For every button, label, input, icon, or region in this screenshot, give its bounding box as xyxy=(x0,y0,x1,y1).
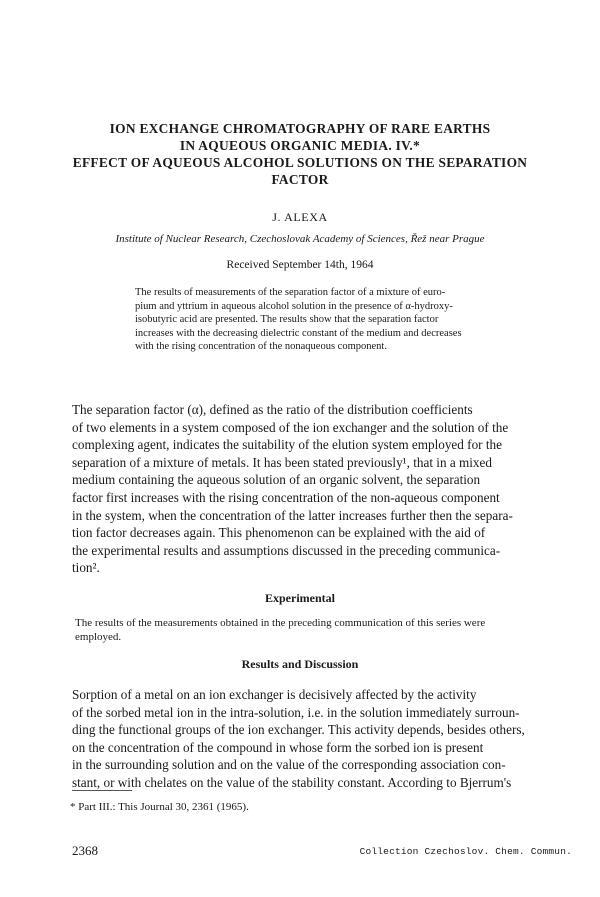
footnote: * Part III.: This Journal 30, 2361 (1965). xyxy=(70,801,249,813)
title-line: FACTOR xyxy=(271,172,329,187)
body-line: the experimental results and assumptions discussed in the preceding communica- xyxy=(72,542,501,558)
received-date: Received September 14th, 1964 xyxy=(226,259,374,271)
title-line: EFFECT OF AQUEOUS ALCOHOL SOLUTIONS ON THE SEPARATION xyxy=(72,155,528,170)
journal-footer: Collection Czechoslov. Chem. Commun. xyxy=(359,846,572,857)
abstract-line: isobutyric acid are presented. The results show that the separation factor xyxy=(135,314,439,326)
body-line: separation of a mixture of metals. It has been stated previously¹, that in a mixed xyxy=(72,454,492,470)
title-line: ION EXCHANGE CHROMATOGRAPHY OF RARE EARTHS xyxy=(109,121,491,136)
article-title xyxy=(40,120,560,188)
body-line: The separation factor (α), defined as the ratio of the distribution coefficients xyxy=(72,402,473,417)
intro-paragraph xyxy=(72,401,576,577)
title-line: IN AQUEOUS ORGANIC MEDIA. IV.* xyxy=(179,138,421,153)
body-line: tion². xyxy=(72,560,100,576)
section-heading-experimental: Experimental xyxy=(265,591,335,605)
body-line: The results of the measurements obtained in the preceding communication of this series were xyxy=(75,617,486,629)
abstract-line: with the rising concentration of the nonaqueous component. xyxy=(135,341,387,353)
abstract xyxy=(135,286,525,354)
section-heading-results: Results and Discussion xyxy=(241,657,359,671)
body-line: of two elements in a system composed of the ion exchanger and the solution of the xyxy=(72,419,509,435)
body-line: of the sorbed metal ion in the intra-solution, i.e. in the solution immediately surroun- xyxy=(72,704,520,720)
body-line: complexing agent, indicates the suitability of the elution system employed for the xyxy=(72,437,502,453)
body-line: in the system, when the concentration of the latter increases further then the separa- xyxy=(72,507,513,523)
experimental-paragraph xyxy=(75,616,575,644)
results-paragraph xyxy=(72,686,576,792)
abstract-line: pium and yttrium in aqueous alcohol solution in the presence of α-hydroxy- xyxy=(135,300,453,312)
author-affiliation: Institute of Nuclear Research, Czechoslovak Academy of Sciences, Řež near Prague xyxy=(115,233,485,245)
page-number: 2368 xyxy=(72,843,98,858)
abstract-line: increases with the decreasing dielectric constant of the medium and decreases xyxy=(135,327,462,339)
body-line: employed. xyxy=(75,631,122,643)
body-line: ding the functional groups of the ion exchanger. This activity depends, besides others, xyxy=(72,722,525,738)
abstract-line: The results of measurements of the separation factor of a mixture of euro- xyxy=(135,287,446,298)
body-line: stant, or with chelates on the value of the stability constant. According to Bjerrum's xyxy=(72,774,512,790)
body-line: medium containing the aqueous solution of an organic solvent, the separation xyxy=(72,472,481,488)
body-line: tion factor decreases again. This phenomenon can be explained with the aid of xyxy=(72,525,486,541)
body-line: on the concentration of the compound in whose form the sorbed ion is present xyxy=(72,739,484,755)
footnote-rule xyxy=(72,790,132,791)
body-line: Sorption of a metal on an ion exchanger is decisively affected by the activity xyxy=(72,687,477,702)
body-line: factor first increases with the rising concentration of the non-aqueous component xyxy=(72,489,500,505)
body-line: in the surrounding solution and on the value of the corresponding association con- xyxy=(72,757,506,773)
author-name: J. ALEXA xyxy=(272,210,328,224)
